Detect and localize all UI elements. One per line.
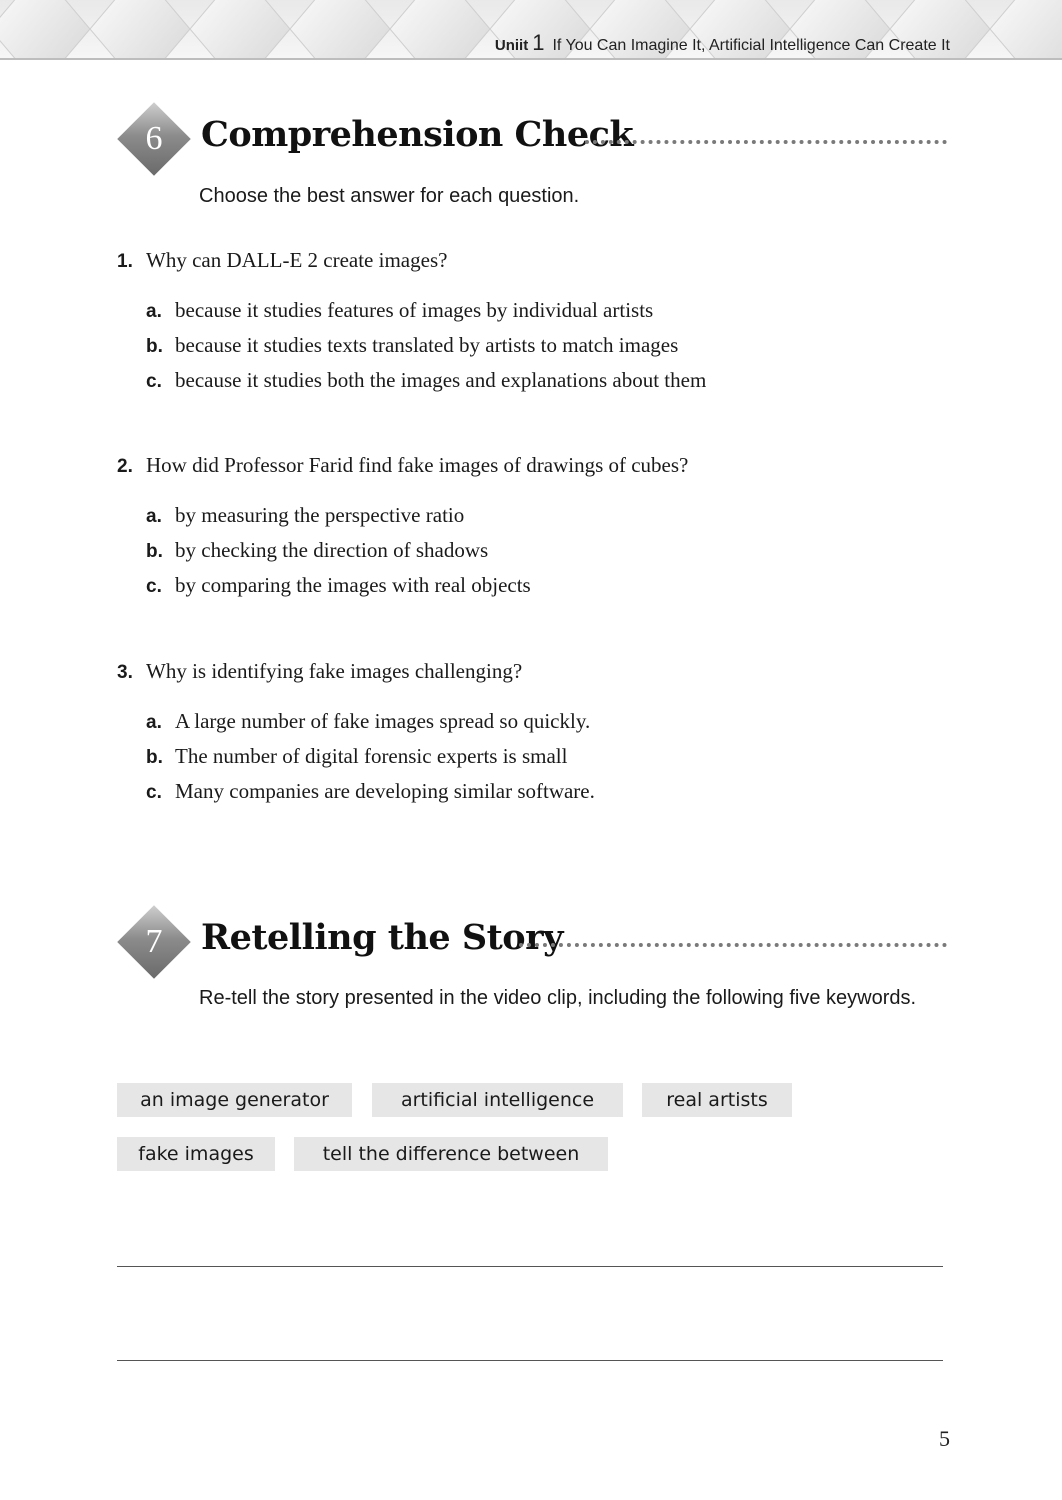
question-text: Why is identifying fake images challenging? [146, 659, 523, 683]
question-number: 1. [117, 251, 133, 272]
dotted-rule [519, 943, 947, 951]
section-number-badge [117, 905, 191, 979]
option-text: because it studies texts translated by artists to match images [175, 333, 679, 357]
option-letter: c. [146, 371, 162, 392]
question-1 [117, 248, 957, 403]
question-2 [117, 453, 957, 608]
section-number: 6 [145, 120, 163, 157]
option-text: by comparing the images with real objects [175, 573, 531, 597]
option-letter: b. [146, 541, 163, 562]
option-letter: a. [146, 712, 162, 733]
keyword-box: tell the difference between [294, 1137, 608, 1171]
unit-title: If You Can Imagine It, Artificial Intelligence Can Create It [552, 37, 950, 54]
section-6-header [117, 102, 947, 176]
unit-number: 1 [532, 30, 545, 55]
keyword-box: an image generator [117, 1083, 352, 1117]
answer-writing-line[interactable] [117, 1266, 943, 1267]
question-number: 2. [117, 456, 133, 477]
option-letter: c. [146, 782, 162, 803]
option-text: Many companies are developing similar software. [175, 779, 595, 803]
option-text: The number of digital forensic experts is small [175, 744, 568, 768]
question-text: Why can DALL-E 2 create images? [146, 248, 448, 272]
section-6-instruction: Choose the best answer for each question. [199, 185, 580, 207]
section-7-header [117, 905, 947, 979]
page-number: 5 [939, 1426, 950, 1451]
option-text: A large number of fake images spread so quickly. [175, 709, 591, 733]
keyword-box: fake images [117, 1137, 275, 1171]
answer-option[interactable] [117, 503, 957, 538]
answer-option[interactable] [117, 333, 957, 368]
answer-option[interactable] [117, 573, 957, 608]
option-text: because it studies both the images and explanations about them [175, 368, 707, 392]
section-title: Comprehension Check [201, 114, 634, 155]
header-divider [0, 58, 1062, 60]
option-text: by measuring the perspective ratio [175, 503, 465, 527]
dotted-rule [585, 140, 947, 148]
answer-option[interactable] [117, 744, 957, 779]
question-text: How did Professor Farid find fake images of drawings of cubes? [146, 453, 689, 477]
option-letter: a. [146, 506, 162, 527]
answer-writing-line[interactable] [117, 1360, 943, 1361]
option-letter: b. [146, 336, 163, 357]
option-letter: b. [146, 747, 163, 768]
answer-option[interactable] [117, 779, 957, 814]
answer-option[interactable] [117, 709, 957, 744]
option-text: by checking the direction of shadows [175, 538, 489, 562]
keyword-box: real artists [642, 1083, 792, 1117]
answer-option[interactable] [117, 538, 957, 573]
answer-option[interactable] [117, 298, 957, 333]
section-7-instruction: Re-tell the story presented in the video clip, including the following five keywords. [199, 987, 917, 1009]
section-title: Retelling the Story [201, 917, 563, 958]
section-number: 7 [145, 923, 163, 960]
option-text: because it studies features of images by individual artists [175, 298, 654, 322]
header-decorative-band [0, 0, 1062, 58]
running-head [495, 30, 950, 58]
option-letter: c. [146, 576, 162, 597]
answer-option[interactable] [117, 368, 957, 403]
question-3 [117, 659, 957, 814]
keyword-box: artificial intelligence [372, 1083, 623, 1117]
question-number: 3. [117, 662, 133, 683]
option-letter: a. [146, 301, 162, 322]
unit-label: Uniit [494, 37, 529, 54]
section-number-badge [117, 102, 191, 176]
